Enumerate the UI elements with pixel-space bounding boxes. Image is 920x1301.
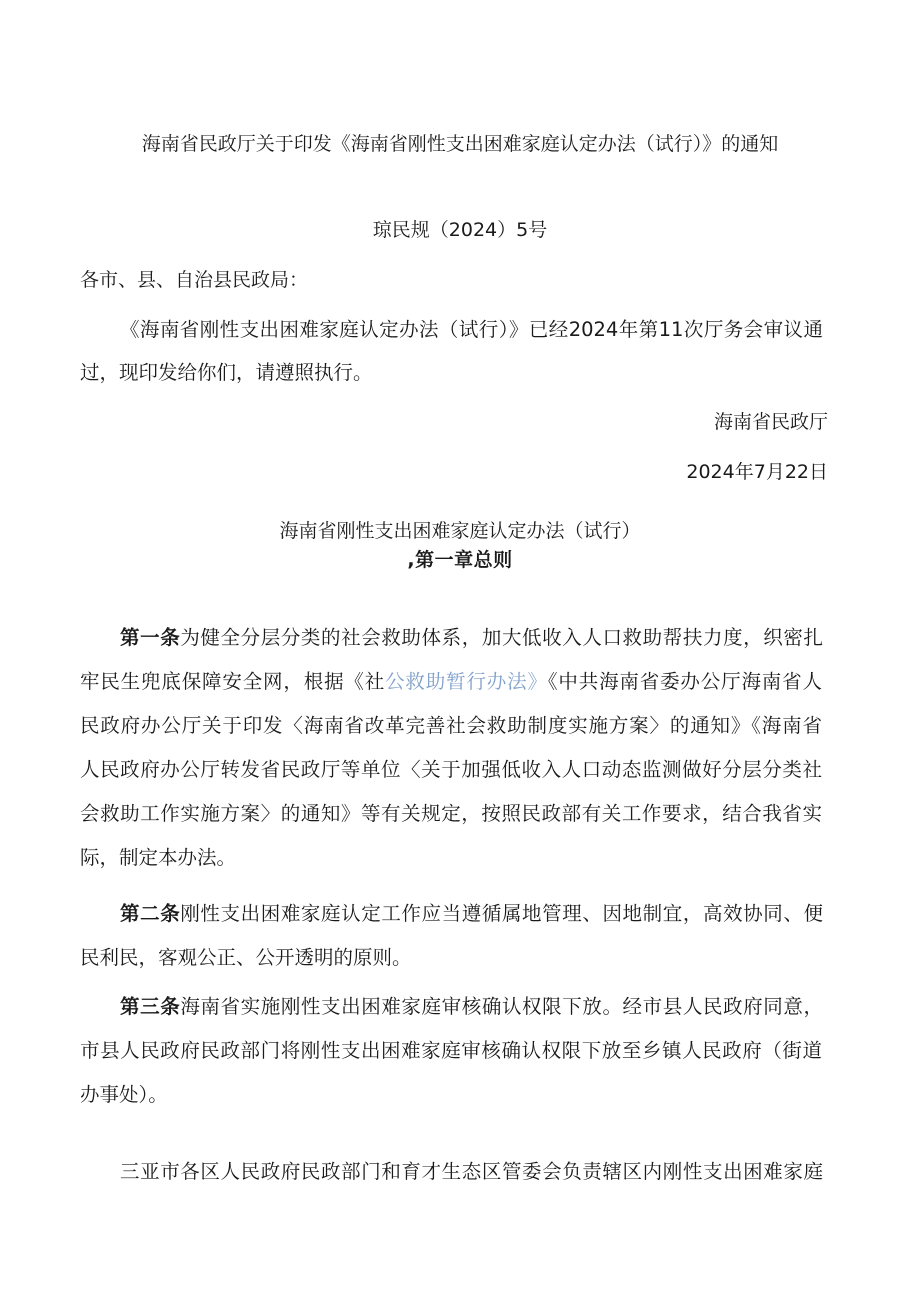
notice-line-2: 过，现印发给你们，请遵照执行。 [80,361,373,384]
article-1-line-4: 人民政府办公厅转发省民政厅等单位〈关于加强低收入人口动态监测做好分层分类社 [80,758,822,781]
article-3-line-3: 办事处）。 [80,1083,168,1106]
article-1-line-2: 牢民生兜底保障安全网，根据《社公救助暂行办法》《中共海南省委办公厅海南省人 [80,670,822,693]
article-2-line-1: 第二条刚性支出困难家庭认定工作应当遵循属地管理、因地制宜，高效协同、便 [120,902,823,925]
paragraph-4-line-1: 三亚市各区人民政府民政部门和育才生态区管委会负责辖区内刚性支出困难家庭 [120,1160,823,1183]
document-title: 海南省民政厅关于印发《海南省刚性支出困难家庭认定办法（试行）》的通知 [141,133,779,155]
article-1-line-3: 民政府办公厅关于印发〈海南省改革完善社会救助制度实施方案〉的通知》《海南省 [80,714,822,737]
article-3-line-1: 第三条海南省实施刚性支出困难家庭审核确认权限下放。经市县人民政府同意， [120,995,823,1018]
regulation-link[interactable]: 公救助暂行办法》 [385,670,548,693]
notice-line-1: 《海南省刚性支出困难家庭认定办法（试行）》已经2024年第11次厅务会审议通 [120,318,823,341]
article-2-label: 第二条 [120,902,181,925]
document-number: 琼民规（2024）5号 [372,219,548,241]
issuer: 海南省民政厅 [713,411,828,433]
measure-title: 海南省刚性支出困难家庭认定办法（试行） [279,520,641,542]
article-2-line-2: 民利民，客观公正、公开透明的原则。 [80,946,412,969]
article-1-line-1: 第一条为健全分层分类的社会救助体系，加大低收入人口救助帮扶力度，织密扎 [120,626,823,649]
article-3-label: 第三条 [120,995,181,1018]
article-1-line-5: 会救助工作实施方案〉的通知》等有关规定，按照民政部有关工作要求，结合我省实 [80,802,822,825]
chapter-title: ,第一章总则 [407,549,513,571]
article-1-line-6: 际，制定本办法。 [80,846,237,869]
issue-date: 2024年7月22日 [686,461,828,483]
article-3-line-2: 市县人民政府民政部门将刚性支出困难家庭审核确认权限下放至乡镇人民政府（街道 [80,1039,822,1062]
article-1-label: 第一条 [120,626,181,649]
addressee: 各市、县、自治县民政局： [80,269,309,291]
